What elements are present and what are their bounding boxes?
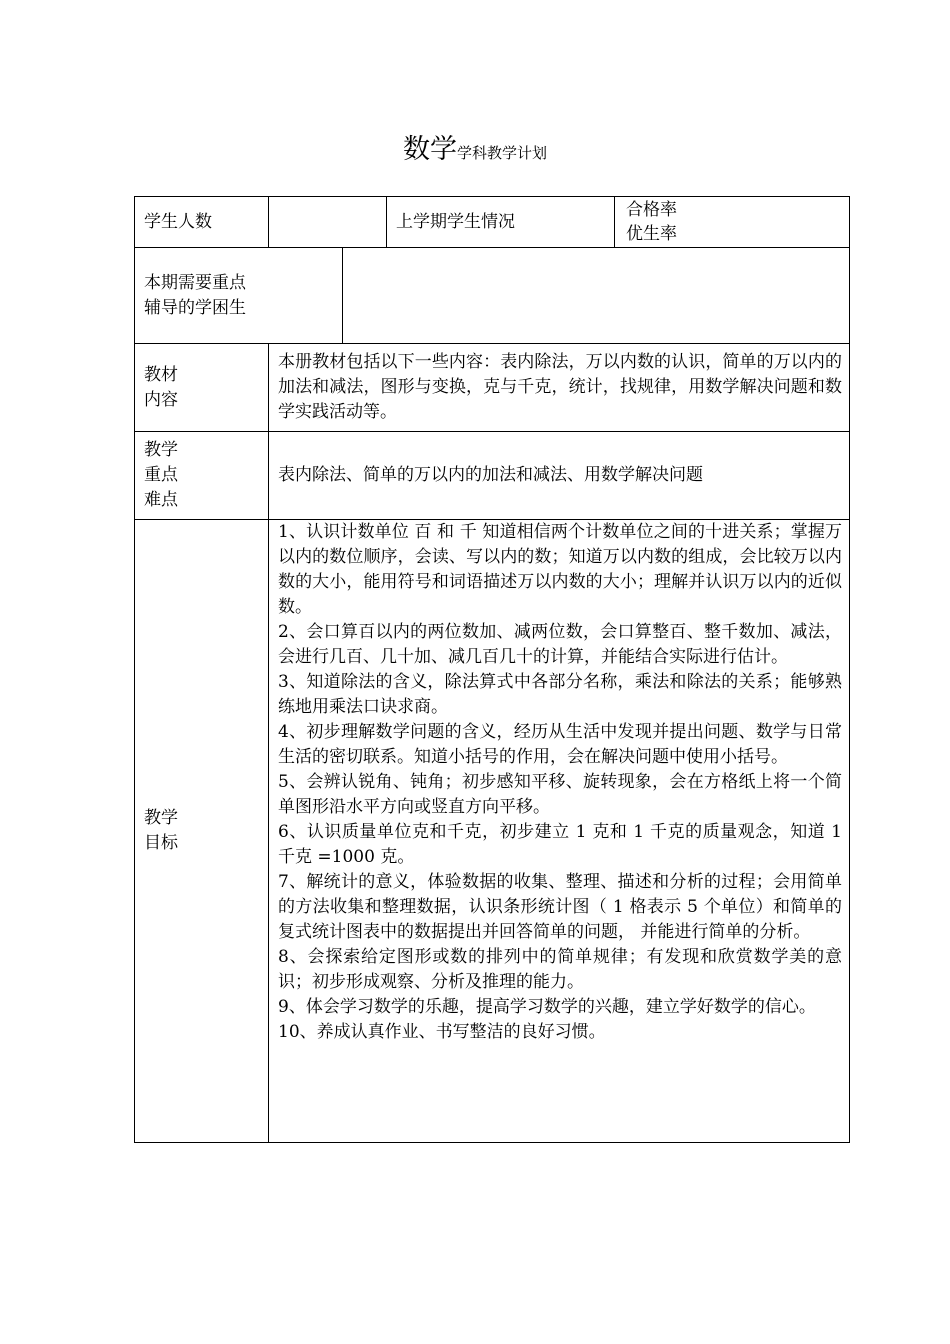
teaching-goal-item: 2、会口算百以内的两位数加、减两位数，会口算整百、整千数加、减法，会进行几百、几十加、减几百几十的计算，并能结合实际进行估计。 [278,622,842,667]
textbook-content-value-cell [268,343,850,432]
key-points-value-cell [268,431,850,520]
students-count-label-cell [134,196,269,248]
teaching-goal-item: 8、会探索给定图形或数的排列中的简单规律；有发现和欣赏数学美的意识；初步形成观察、分析及推理的能力。 [278,947,842,992]
students-count-label: 学生人数 [144,211,212,232]
teaching-goals-label: 教学 目标 [144,808,178,853]
teaching-goal-item: 3、知道除法的含义，除法算式中各部分名称，乘法和除法的关系；能够熟练地用乘法口诀求商。 [278,672,842,717]
struggling-students-label-cell [134,247,343,344]
last-term-label-cell [386,196,615,248]
struggling-students-label: 本期需要重点 辅导的学困生 [144,272,246,318]
last-term-label: 上学期学生情况 [396,211,515,232]
teaching-goal-item: 7、解统计的意义，体验数据的收集、整理、描述和分析的过程；会用简单的方法收集和整理数据，认识条形统计图（ 1 格表示 5 个单位）和简单的复式统计图表中的数据提出并回答简单的问题， 并能进行简单的分析。 [278,872,842,942]
key-points-label: 教学 重点 难点 [144,440,178,510]
key-points-label-cell [134,431,269,520]
students-count-value-cell [268,196,387,248]
key-points-value: 表内除法、简单的万以内的加法和减法、用数学解决问题 [278,465,703,485]
teaching-goals-list [268,519,850,1143]
textbook-content-label: 教材 内容 [144,364,178,410]
teaching-goal-item: 6、认识质量单位克和千克，初步建立 1 克和 1 千克的质量观念，知道 1 千克 =1000 克。 [278,822,842,867]
teaching-goal-item: 9、体会学习数学的乐趣，提高学习数学的兴趣，建立学好数学的信心。 [278,997,816,1017]
teaching-goals-label-cell [134,519,269,1143]
teaching-goal-item: 10、养成认真作业、书写整洁的良好习惯。 [278,1022,606,1042]
rate-labels-cell [614,196,850,248]
textbook-content-label-cell [134,343,269,432]
plan-title-suffix: 学科教学计划 [456,144,547,162]
excellent-rate-label: 优生率 [626,224,677,244]
teaching-goal-item: 5、会辨认锐角、钝角；初步感知平移、旋转现象，会在方格纸上将一个简单图形沿水平方向或竖直方向平移。 [278,772,842,817]
teaching-goal-item: 1、认识计数单位 百 和 千 知道相信两个计数单位之间的十进关系；掌握万以内的数位顺序，会读、写以内的数；知道万以内数的组成，会比较万以内数的大小，能用符号和词语描述万以内数的大小；理解并认识万以内的近似数。 [278,522,842,617]
page-title [0,128,950,175]
pass-rate-label: 合格率 [626,200,677,220]
subject-title: 数学 [402,134,457,165]
textbook-content-value: 本册教材包括以下一些内容：表内除法，万以内数的认识，简单的万以内的加法和减法，图形与变换，克与千克，统计，找规律，用数学解决问题和数学实践活动等。 [278,352,842,422]
teaching-goal-item: 4、初步理解数学问题的含义，经历从生活中发现并提出问题、数学与日常生活的密切联系。知道小括号的作用，会在解决问题中使用小括号。 [278,722,842,767]
struggling-students-value-cell [342,247,850,344]
